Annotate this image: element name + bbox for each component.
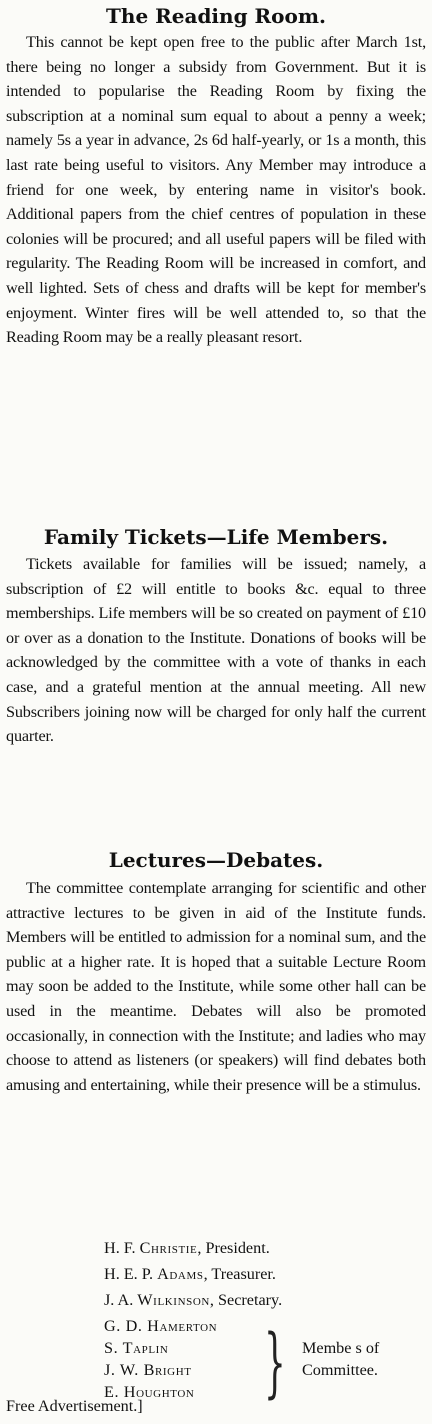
section-body-reading-room: This cannot be kept open free to the public after March 1st, there being no longer a subsidy from Government. But it is intended to popularise the Reading Room by fixing the subscription at a nominal sum equal to about a penny a week; namely 5s a year in advance, 2s 6d half-yearly, or 1s a month, this last rate being useful to visitors. Any Member may introduce a friend for one week, by entering name in visitor's book. Additional papers from the chief centres of population in these colonies will be procured; and all useful papers will be filed with regularity. The Reading Room will be increased in comfort, and well lighted. Sets of chess and drafts will be kept for member's enjoyment. Winter fires will be well attended to, so that the Reading Room may be a really pleasant resort. bbox=[6, 33, 426, 347]
committee-block bbox=[104, 1314, 424, 1414]
signatory-name: Christie bbox=[139, 1239, 198, 1257]
section-body-lectures-debates: The committee contemplate arranging for scientific and other attractive lectures to be given in aid of the Institute funds. Members will be entitled to admission for a nominal sum, and the public at a higher rate. It is hoped that a suitable Lecture Room may soon be added to the Institute, while some other hall can be used in the meantime. Debates will also be promoted occasionally, in connection with the Institute; and ladies who may choose to attend as listeners (or speakers) will find debates both amusing and entertaining, while their presence will be a stimulus. bbox=[6, 879, 426, 1094]
brace-icon: } bbox=[264, 1317, 286, 1406]
committee-member: S. Taplin bbox=[104, 1339, 169, 1357]
section-title-reading-room: The Reading Room. bbox=[106, 4, 326, 28]
committee-label-line1: Membe s of bbox=[302, 1339, 380, 1357]
section-body-family-tickets: Tickets available for families will be issued; namely, a subscription of £2 will entitle to books &c. equal to three memberships. Life members will be so created on payment of £10 or over as a donation to the Institute. Donations of books will be acknowledged by the committee with a vote of thanks in each case, and a grateful mention at the annual meeting. All new Subscribers joining now will be charged for only half the current quarter. bbox=[6, 555, 426, 746]
signatory-role: Treasurer. bbox=[211, 1265, 276, 1283]
signatory-secretary: J. A. Wilkinson, Secretary. bbox=[104, 1291, 283, 1309]
section-title-lectures-debates: Lectures—Debates. bbox=[108, 848, 324, 872]
committee-label-line2: Committee. bbox=[302, 1361, 378, 1379]
signatory-role: Secretary. bbox=[218, 1291, 283, 1309]
signatory-name: Adams bbox=[157, 1265, 204, 1283]
committee-member: J. W. Bright bbox=[104, 1361, 192, 1379]
committee-member: E. Houghton bbox=[104, 1383, 195, 1401]
committee-member: G. D. Hamerton bbox=[104, 1317, 218, 1335]
footer-note: Free Advertisement.] bbox=[6, 1397, 143, 1415]
signatory-president: H. F. Christie, President. bbox=[104, 1239, 270, 1257]
section-title-family-tickets: Family Tickets—Life Members. bbox=[43, 525, 389, 549]
signatory-initials: H. E. P. bbox=[104, 1265, 154, 1283]
signatory-role: President. bbox=[205, 1239, 270, 1257]
signatory-name: Wilkinson bbox=[137, 1291, 210, 1309]
signatory-initials: J. A. bbox=[104, 1291, 134, 1309]
signatory-initials: H. F. bbox=[104, 1239, 136, 1257]
signatory-treasurer: H. E. P. Adams, Treasurer. bbox=[104, 1265, 276, 1283]
